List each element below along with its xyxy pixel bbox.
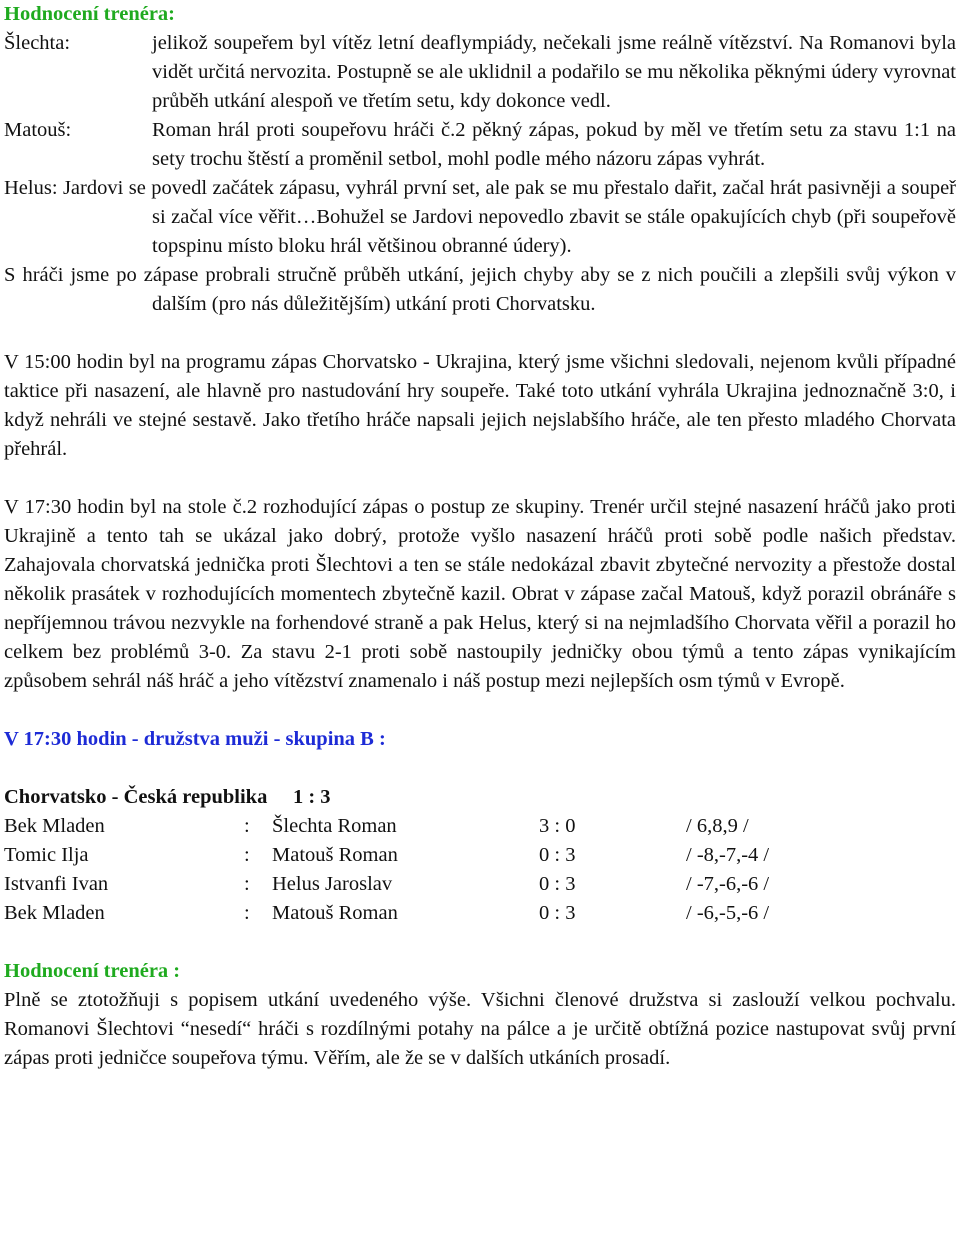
set-scores: / 6,8,9 / <box>686 815 749 837</box>
coach-evaluation-heading: Hodnocení trenéra: <box>4 3 175 25</box>
set-scores: / -6,-5,-6 / <box>686 902 770 924</box>
group-heading: V 17:30 hodin - družstva muži - skupina B : <box>4 728 386 750</box>
evaluation-summary: S hráči jsme po zápase probrali stručně průběh utkání, jejich chyby aby se z nich poučili a zlepšili svůj výkon v dalším (pro nás důležitějším) utkání proti Chorvatsku. <box>4 264 956 315</box>
evaluation-entry <box>4 29 956 116</box>
results-table <box>4 812 769 928</box>
player-name: Šlechta Roman <box>272 815 397 837</box>
separator: : <box>244 902 250 924</box>
opponent-name: Tomic Ilja <box>4 844 89 866</box>
table-row <box>4 870 769 899</box>
paragraph-decisive-match: V 17:30 hodin byl na stole č.2 rozhodující zápas o postup ze skupiny. Trenér určil stejné nasazení hráčů jako proti Ukrajině a tento tah se ukázal jako dobrý, protože vyšlo nasazení hráčů proti sobě podle našich představ. Zahajovala chorvatská jednička proti Šlechtovi a ten se stále nedokázal zbavit zbytečné nervozity a přestože dostal několik prasátek v rozhodujících momentech zbytečně kazil. Obrat v zápase začal Matouš, když porazil obránáře s nepříjemnou trávou nezvykle na forhendové straně a pak Helus, který si na nejmladšího Chorvata věřil a porazil ho celkem bez problémů 3-0. Za stavu 2-1 proti sobě nastoupily jedničky obou týmů a tento zápas vynikajícím způsobem sehrál náš hráč a jeho vítězství znamenalo i náš postup mezi nejlepších osm týmů v Evropě. <box>4 496 956 692</box>
entry-name: Matouš: <box>4 119 72 141</box>
table-row <box>4 841 769 870</box>
player-name: Helus Jaroslav <box>272 873 393 895</box>
table-row <box>4 899 769 928</box>
match-score: 0 : 3 <box>539 873 576 895</box>
entry-text: jelikož soupeřem byl vítěz letní deaflympiády, nečekali jsme reálně vítězství. Na Romanovi byla vidět určitá nervozita. Postupně se ale uklidnil a podařilo se mu několika pěknými údery vyrovnat průběh utkání alespoň ve třetím setu, kdy dokonce vedl. <box>152 32 956 112</box>
table-row <box>4 812 769 841</box>
entry-text: Roman hrál proti soupeřovu hráči č.2 pěkný zápas, pokud by měl ve třetím setu za stavu 1:1 na sety trochu štěstí a proměnil setbol, mohl podle mého názoru zápas vyhrát. <box>152 119 956 170</box>
final-evaluation-text: Plně se ztotožňuji s popisem utkání uvedeného výše. Všichni členové družstva si zaslouží velkou pochvalu. Romanovi Šlechtovi “nesedí“ hráči s rozdílnými potahy na pálce a je určitě obtížná pozice nastupovat svůj první zápas proti jedničce soupeřova týmu. Věřím, ale že se v dalších utkáních prosadí. <box>4 989 956 1069</box>
player-name: Matouš Roman <box>272 902 398 924</box>
evaluation-entry <box>4 116 956 174</box>
match-score: 0 : 3 <box>539 902 576 924</box>
separator: : <box>244 873 250 895</box>
opponent-name: Bek Mladen <box>4 815 105 837</box>
separator: : <box>244 815 250 837</box>
player-name: Matouš Roman <box>272 844 398 866</box>
paragraph-ukraine-match: V 15:00 hodin byl na programu zápas Chorvatsko - Ukrajina, který jsme všichni sledovali, nejenom kvůli případné taktice při nasazení, ale hlavně pro nastudování hry soupeře. Také toto utkání vyhrála Ukrajina jednoznačně 3:0, i když nehráli ve stejné sestavě. Jako třetího hráče napsali jejich nejslabšího hráče, ale ten přesto mladého Chorvata přehrál. <box>4 351 956 460</box>
set-scores: / -8,-7,-4 / <box>686 844 770 866</box>
set-scores: / -7,-6,-6 / <box>686 873 770 895</box>
match-score: 0 : 3 <box>539 844 576 866</box>
entry-name: Šlechta: <box>4 32 71 54</box>
helus-evaluation: Helus: Jardovi se povedl začátek zápasu, vyhrál první set, ale pak se mu přestalo dařit, začal hrát pasivněji a soupeř si začal více věřit…Bohužel se Jardovi nepovedlo zbavit se stále opakujících chyb (při soupeřově topspinu místo bloku hrál většinou obranné údery). <box>4 177 956 257</box>
opponent-name: Istvanfi Ivan <box>4 873 109 895</box>
separator: : <box>244 844 250 866</box>
match-title: Chorvatsko - Česká republika 1 : 3 <box>4 786 331 808</box>
coach-evaluation-heading-2: Hodnocení trenéra : <box>4 960 181 982</box>
opponent-name: Bek Mladen <box>4 902 105 924</box>
match-score: 3 : 0 <box>539 815 576 837</box>
